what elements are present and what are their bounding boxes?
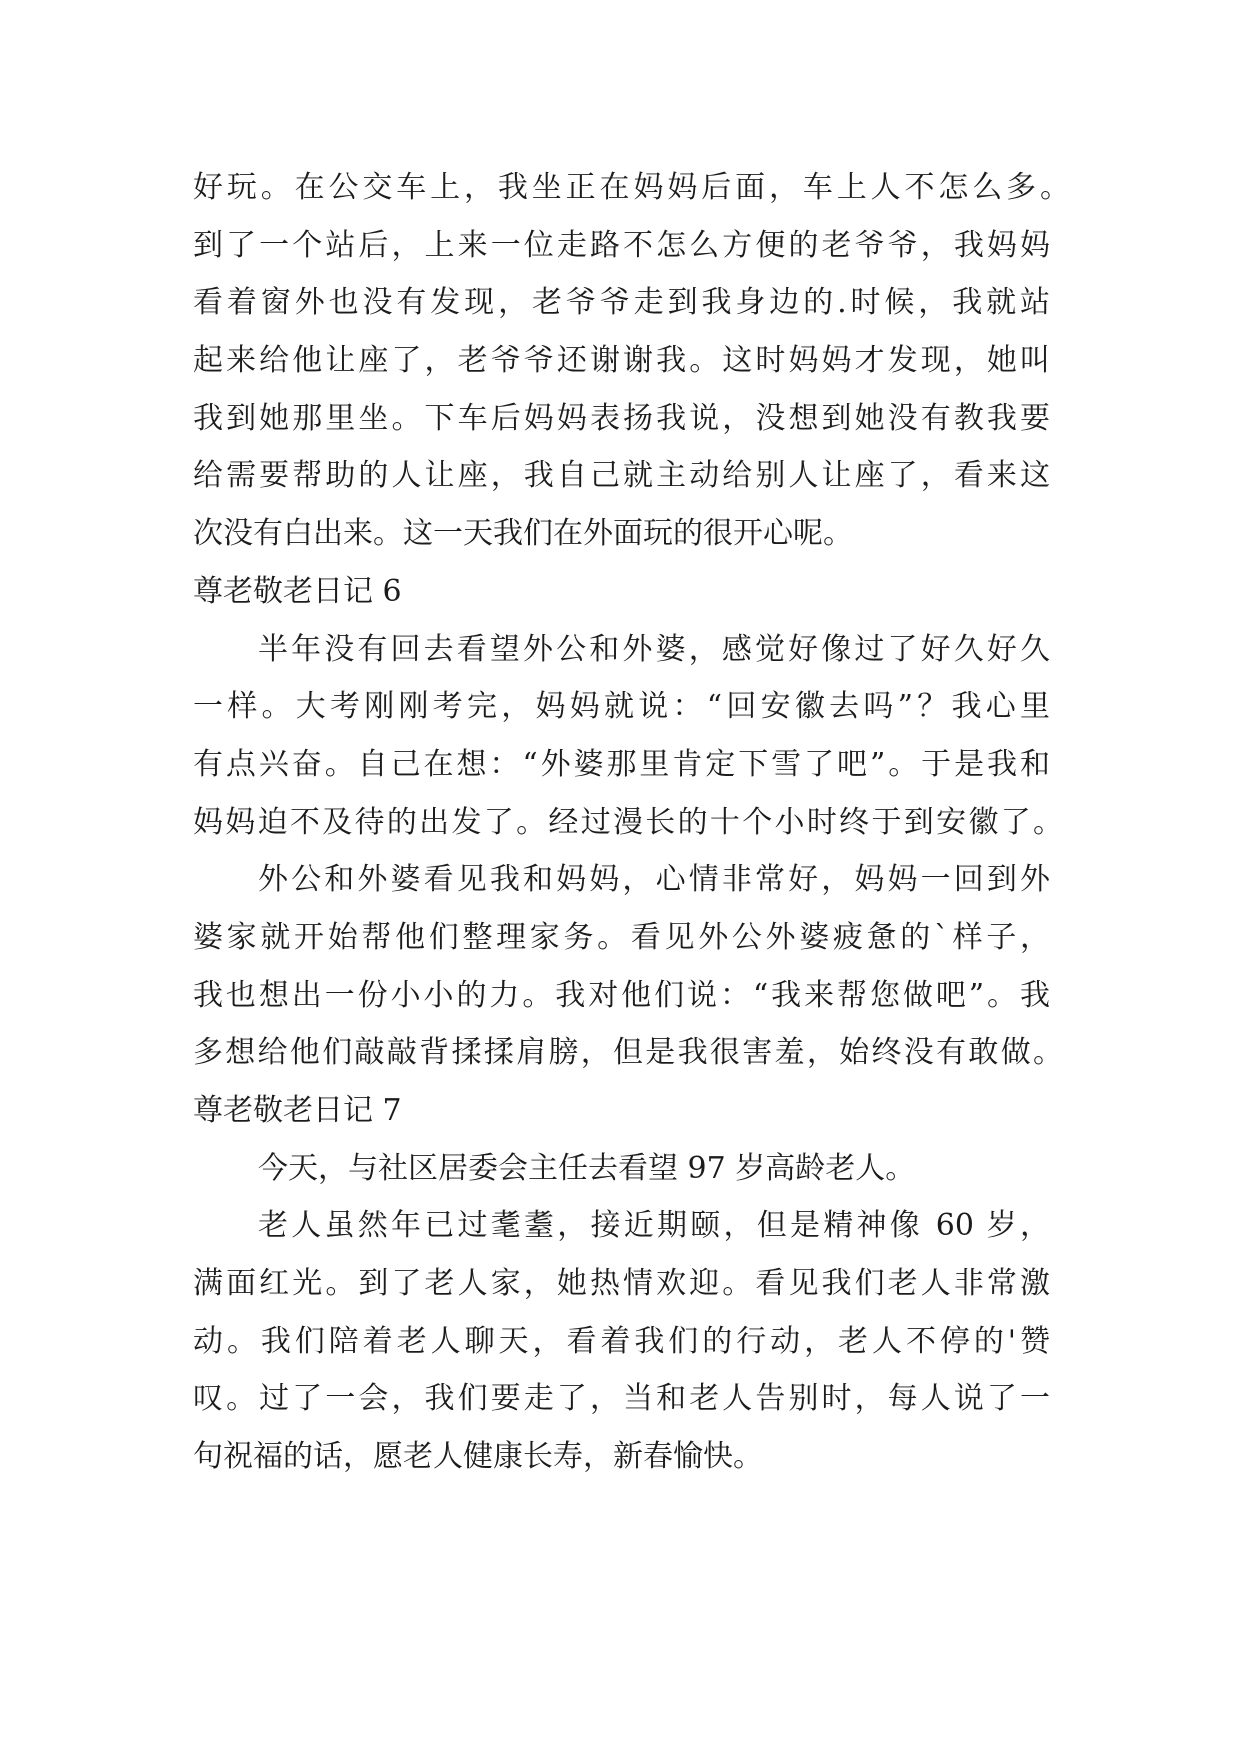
paragraph	[193, 1197, 1093, 1485]
text-line: 今天，与社区居委会主任去看望 97 岁高龄老人。	[258, 1150, 916, 1186]
paragraph	[193, 851, 1093, 1082]
text-line: 外公和外婆看见我和妈妈，心情非常好，妈妈一回到外	[258, 862, 1050, 898]
text-line: 次没有白出来。这一天我们在外面玩的很开心呢。	[193, 516, 853, 552]
text-line: 婆家就开始帮他们整理家务。看见外公外婆疲惫的`样子，	[193, 919, 1050, 955]
text-line: 叹。过了一会，我们要走了，当和老人告别时，每人说了一	[193, 1381, 1050, 1417]
text-line: 给需要帮助的人让座，我自己就主动给别人让座了，看来这	[193, 458, 1050, 494]
text-line: 半年没有回去看望外公和外婆，感觉好像过了好久好久	[258, 631, 1050, 667]
paragraph	[193, 621, 1093, 852]
text-line: 妈妈迫不及待的出发了。经过漫长的十个小时终于到安徽了。	[193, 804, 1063, 840]
text-line: 到了一个站后，上来一位走路不怎么方便的老爷爷，我妈妈	[193, 227, 1050, 263]
text-line: 满面红光。到了老人家，她热情欢迎。看见我们老人非常激	[193, 1266, 1050, 1302]
text-line: 我也想出一份小小的力。我对他们说：“我来帮您做吧”。我	[193, 977, 1050, 1013]
document-body	[193, 159, 1093, 1486]
text-line: 起来给他让座了，老爷爷还谢谢我。这时妈妈才发现，她叫	[193, 343, 1050, 379]
text-line: 多想给他们敲敲背揉揉肩膀，但是我很害羞，始终没有敢做。	[193, 1035, 1063, 1071]
text-line: 看着窗外也没有发现，老爷爷走到我身边的.时候，我就站	[193, 285, 1050, 321]
text-line: 一样。大考刚刚考完，妈妈就说：“回安徽去吗”？我心里	[193, 689, 1050, 725]
text-line: 动。我们陪着老人聊天，看着我们的行动，老人不停的'赞	[193, 1323, 1050, 1359]
entry-heading: 尊老敬老日记 7	[193, 1093, 402, 1128]
text-line: 句祝福的话，愿老人健康长寿，新春愉快。	[193, 1439, 763, 1475]
text-line: 有点兴奋。自己在想：“外婆那里肯定下雪了吧”。于是我和	[193, 746, 1050, 782]
text-line: 好玩。在公交车上，我坐正在妈妈后面，车上人不怎么多。	[193, 170, 1070, 205]
paragraph-continuation	[193, 159, 1093, 563]
text-line: 我到她那里坐。下车后妈妈表扬我说，没想到她没有教我要	[193, 400, 1050, 436]
text-line: 老人虽然年已过耄耋，接近期颐，但是精神像 60 岁，	[258, 1208, 1050, 1244]
paragraph	[193, 1140, 1093, 1198]
entry-heading: 尊老敬老日记 6	[193, 573, 402, 609]
